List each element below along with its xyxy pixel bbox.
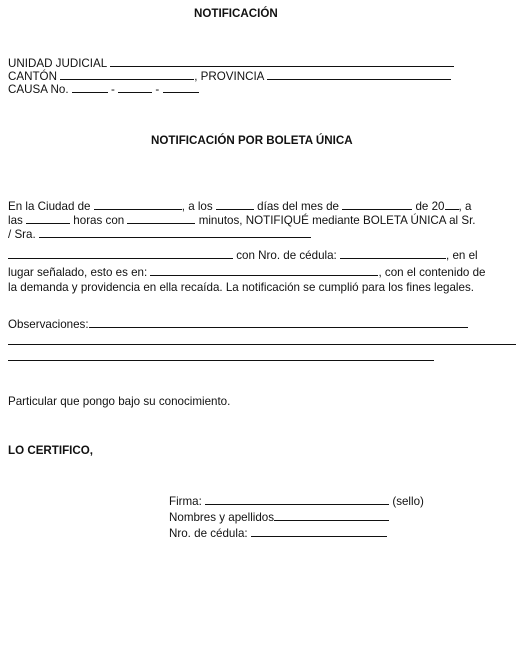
unidad-judicial-blank[interactable] [110,56,454,67]
cedula-row [169,526,387,540]
body-text-en-el: , en el [446,249,478,262]
particular-text: Particular que pongo bajo su conocimiento. [8,395,231,408]
body-text-contenido: , con el contenido de [378,266,486,279]
sello-label: (sello) [392,495,424,508]
horas-blank[interactable] [26,213,70,224]
body-line-6: la demanda y providencia en ella recaída. La notificación se cumplió para los fines legales. [8,281,474,294]
dias-blank[interactable] [216,199,254,210]
causa-blank-2[interactable] [118,82,152,93]
observaciones-label: Observaciones: [8,318,89,331]
body-text-a-los: , a los [181,200,213,213]
body-text-sra: / Sra. [8,228,36,241]
causa-blank-1[interactable] [72,82,108,93]
cedula-label: Nro. de cédula: [169,527,248,540]
nombre-notificado-blank[interactable] [39,227,311,238]
nombres-row [169,510,389,524]
body-text-notifique: minutos, NOTIFIQUÉ mediante BOLETA ÚNICA al Sr. [198,214,476,227]
causa-label: CAUSA No. [8,83,69,96]
document-title: NOTIFICACIÓN [194,7,278,20]
observaciones-blank[interactable] [89,317,468,328]
lugar-blank[interactable] [150,265,378,276]
ciudad-blank[interactable] [94,199,182,210]
unidad-judicial-row [8,56,454,70]
canton-row [8,69,451,83]
provincia-label: , PROVINCIA [194,70,264,83]
cedula-blank[interactable] [251,526,387,537]
firma-blank[interactable] [205,494,389,505]
observaciones-line-3[interactable] [8,360,434,361]
body-text-las: las [8,214,23,227]
causa-dash-2: - [155,83,160,96]
nombre-notificado-blank-2[interactable] [8,248,233,259]
body-line-4 [8,248,478,262]
observaciones-row [8,317,468,331]
canton-blank[interactable] [60,69,194,80]
causa-row [8,82,199,96]
body-line-2 [8,213,476,227]
document-subtitle: NOTIFICACIÓN POR BOLETA ÚNICA [151,134,353,147]
minutos-blank[interactable] [127,213,195,224]
body-text-cedula: con Nro. de cédula: [236,249,337,262]
body-line-5 [8,265,485,279]
nombres-blank[interactable] [274,510,389,521]
body-text-ciudad: En la Ciudad de [8,200,91,213]
unidad-judicial-label: UNIDAD JUDICIAL [8,57,107,70]
body-text-de-20: de 20 [415,200,445,213]
cedula-notificado-blank[interactable] [340,248,446,259]
canton-label: CANTÓN [8,70,57,83]
firma-label: Firma: [169,495,202,508]
causa-dash-1: - [111,83,115,96]
body-line-3 [8,227,311,241]
year-blank[interactable] [445,199,459,210]
mes-blank[interactable] [342,199,412,210]
firma-row [169,494,424,508]
body-text-lugar: lugar señalado, esto es en: [8,266,148,279]
body-text-dias: días del mes de [257,200,340,213]
body-text-a: , a [458,200,472,213]
body-text-horas-con: horas con [73,214,125,227]
certifico-heading: LO CERTIFICO, [8,444,94,457]
observaciones-line-2[interactable] [8,344,516,345]
body-line-1 [8,199,471,213]
provincia-blank[interactable] [267,69,451,80]
causa-blank-3[interactable] [163,82,199,93]
nombres-label: Nombres y apellidos [169,511,275,524]
